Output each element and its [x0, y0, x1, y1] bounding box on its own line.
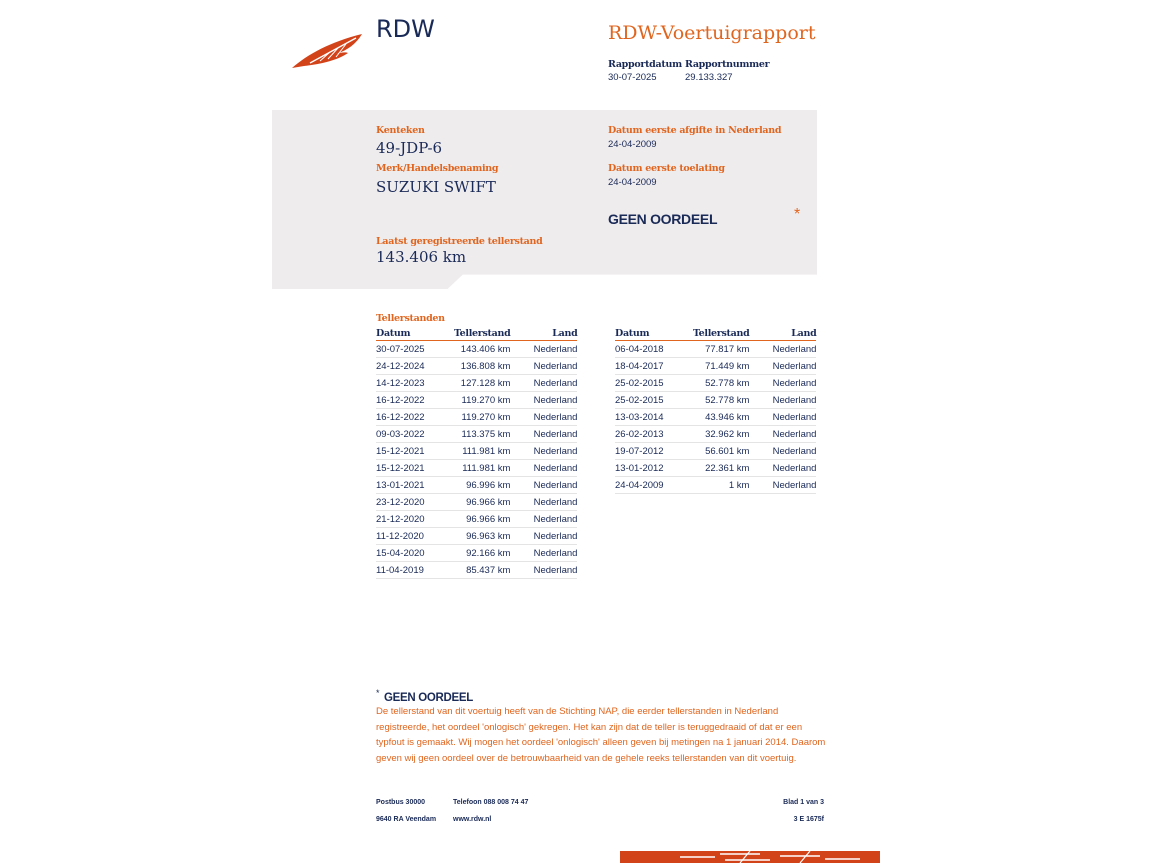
- odometer-table-left: [376, 327, 577, 579]
- cell-date: 24-12-2024: [376, 358, 454, 375]
- cell-country: Nederland: [510, 460, 577, 477]
- cell-country: Nederland: [510, 494, 577, 511]
- table-row: [615, 460, 816, 477]
- cell-country: Nederland: [510, 443, 577, 460]
- cell-country: Nederland: [510, 375, 577, 392]
- cell-reading: 71.449 km: [693, 358, 749, 375]
- table-row: [615, 443, 816, 460]
- column-header-reading: Tellerstand: [454, 327, 511, 339]
- last-odometer-value: 143.406 km: [376, 248, 467, 266]
- cell-reading: 1 km: [693, 477, 749, 494]
- first-admission-label: Datum eerste toelating: [608, 163, 725, 174]
- cell-date: 18-04-2017: [615, 358, 693, 375]
- cell-reading: 127.128 km: [454, 375, 510, 392]
- table-row: [376, 443, 577, 460]
- rdw-stripe-band-icon: [620, 847, 880, 863]
- cell-country: Nederland: [749, 443, 816, 460]
- table-row: [615, 392, 816, 409]
- table-row: [376, 426, 577, 443]
- table-row: [615, 375, 816, 392]
- cell-country: Nederland: [749, 409, 816, 426]
- table-row: [615, 426, 816, 443]
- cell-date: 15-04-2020: [376, 545, 454, 562]
- report-number-label: Rapportnummer: [685, 59, 770, 70]
- table-row: [376, 477, 577, 494]
- explanation-title: GEEN OORDEEL: [383, 692, 474, 704]
- make-value: SUZUKI SWIFT: [376, 178, 496, 196]
- cell-country: Nederland: [749, 392, 816, 409]
- explanation-text: De tellerstand van dit voertuig heeft van de Stichting NAP, die eerder tellerstanden in Nederland registreerde, het oordeel 'onlogisch' gekregen. Het kan zijn dat de teller is teruggedraaid of dat er een typfout is gemaakt. Wij mogen het oordeel 'onlogisch' alleen geven bij metingen na 1 januari 2014. Daarom geven wij geen oordeel over de betrouwbaarheid van de gehele reeks tellerstanden van dit voertuig.: [376, 706, 826, 764]
- cell-reading: 85.437 km: [454, 562, 510, 579]
- plate-label: Kenteken: [376, 125, 425, 136]
- column-header-date: Datum: [376, 327, 454, 341]
- cell-reading: 77.817 km: [693, 341, 749, 358]
- org-name: RDW: [376, 15, 435, 43]
- cell-country: Nederland: [510, 358, 577, 375]
- cell-country: Nederland: [510, 477, 577, 494]
- make-label: Merk/Handelsbenaming: [376, 163, 499, 174]
- cell-country: Nederland: [749, 375, 816, 392]
- cell-date: 16-12-2022: [376, 392, 454, 409]
- odometer-table-right: [615, 327, 816, 494]
- cell-date: 25-02-2015: [615, 375, 693, 392]
- cell-country: Nederland: [749, 477, 816, 494]
- table-row: [376, 341, 577, 358]
- table-header-row: [376, 327, 577, 341]
- footer-code: 3 E 1675f: [793, 816, 824, 823]
- column-header-country: Land: [510, 327, 577, 341]
- cell-country: Nederland: [510, 426, 577, 443]
- first-admission-value: 24-04-2009: [608, 177, 657, 188]
- cell-date: 16-12-2022: [376, 409, 454, 426]
- cell-date: 30-07-2025: [376, 341, 454, 358]
- odometer-section-title: Tellerstanden: [376, 313, 445, 324]
- cell-date: 24-04-2009: [615, 477, 693, 494]
- table-row: [376, 409, 577, 426]
- column-header-date: Datum: [615, 327, 693, 341]
- footer-city: 9640 RA Veendam: [376, 816, 437, 823]
- cell-date: 14-12-2023: [376, 375, 454, 392]
- cell-country: Nederland: [510, 392, 577, 409]
- cell-reading: 119.270 km: [454, 392, 510, 409]
- cell-reading: 43.946 km: [693, 409, 749, 426]
- cell-date: 26-02-2013: [615, 426, 693, 443]
- cell-country: Nederland: [749, 341, 816, 358]
- cell-date: 13-01-2012: [615, 460, 693, 477]
- cell-date: 15-12-2021: [376, 460, 454, 477]
- cell-date: 15-12-2021: [376, 443, 454, 460]
- odometer-rows-left: [376, 341, 577, 579]
- first-nl-value: 24-04-2009: [608, 139, 657, 150]
- column-header-reading: Tellerstand: [693, 327, 750, 339]
- cell-date: 21-12-2020: [376, 511, 454, 528]
- cell-reading: 111.981 km: [454, 443, 510, 460]
- cell-reading: 52.778 km: [693, 392, 749, 409]
- cell-date: 09-03-2022: [376, 426, 454, 443]
- cell-reading: 22.361 km: [693, 460, 749, 477]
- report-date: 30-07-2025: [608, 72, 657, 83]
- table-row: [615, 341, 816, 358]
- cell-reading: 96.963 km: [454, 528, 510, 545]
- cell-reading: 52.778 km: [693, 375, 749, 392]
- cell-country: Nederland: [749, 358, 816, 375]
- cell-country: Nederland: [510, 562, 577, 579]
- footer-phone: Telefoon 088 008 74 47: [453, 799, 529, 806]
- table-row: [376, 375, 577, 392]
- cell-reading: 96.966 km: [454, 511, 510, 528]
- explanation-marker: *: [376, 688, 380, 698]
- cell-date: 06-04-2018: [615, 341, 693, 358]
- cell-reading: 143.406 km: [454, 341, 510, 358]
- table-row: [376, 494, 577, 511]
- odometer-rows-right: [615, 341, 816, 494]
- cell-reading: 32.962 km: [693, 426, 749, 443]
- table-row: [376, 511, 577, 528]
- cell-date: 23-12-2020: [376, 494, 454, 511]
- cell-date: 13-03-2014: [615, 409, 693, 426]
- cell-date: 25-02-2015: [615, 392, 693, 409]
- cell-reading: 96.966 km: [454, 494, 510, 511]
- table-row: [376, 528, 577, 545]
- cell-date: 13-01-2021: [376, 477, 454, 494]
- table-row: [376, 545, 577, 562]
- verdict-marker: *: [794, 206, 801, 223]
- plate-value: 49-JDP-6: [376, 139, 443, 157]
- footer-website: www.rdw.nl: [453, 816, 492, 823]
- cell-reading: 96.996 km: [454, 477, 510, 494]
- last-odometer-label: Laatst geregistreerde tellerstand: [376, 236, 543, 247]
- table-header-row: [615, 327, 816, 341]
- cell-country: Nederland: [510, 545, 577, 562]
- table-row: [376, 358, 577, 375]
- cell-reading: 92.166 km: [454, 545, 510, 562]
- cell-reading: 119.270 km: [454, 409, 510, 426]
- column-header-country: Land: [749, 327, 816, 341]
- table-row: [376, 562, 577, 579]
- cell-country: Nederland: [510, 341, 577, 358]
- cell-country: Nederland: [510, 409, 577, 426]
- cell-country: Nederland: [510, 511, 577, 528]
- table-row: [376, 460, 577, 477]
- cell-reading: 136.808 km: [454, 358, 510, 375]
- rdw-feather-logo-icon: [290, 30, 365, 70]
- table-row: [376, 392, 577, 409]
- table-row: [615, 477, 816, 494]
- report-title: RDW-Voertuigrapport: [608, 22, 816, 44]
- cell-reading: 56.601 km: [693, 443, 749, 460]
- cell-reading: 113.375 km: [454, 426, 510, 443]
- footer-page: Blad 1 van 3: [783, 799, 824, 806]
- report-number: 29.133.327: [685, 72, 733, 83]
- cell-date: 11-04-2019: [376, 562, 454, 579]
- verdict: GEEN OORDEEL: [608, 211, 718, 227]
- vehicle-summary-panel: [272, 110, 817, 289]
- cell-date: 19-07-2012: [615, 443, 693, 460]
- cell-country: Nederland: [749, 460, 816, 477]
- cell-date: 11-12-2020: [376, 528, 454, 545]
- cell-country: Nederland: [510, 528, 577, 545]
- cell-country: Nederland: [749, 426, 816, 443]
- report-date-label: Rapportdatum: [608, 59, 682, 70]
- cell-reading: 111.981 km: [454, 460, 510, 477]
- table-row: [615, 358, 816, 375]
- first-nl-label: Datum eerste afgifte in Nederland: [608, 125, 782, 136]
- table-row: [615, 409, 816, 426]
- footer-po-box: Postbus 30000: [376, 799, 426, 806]
